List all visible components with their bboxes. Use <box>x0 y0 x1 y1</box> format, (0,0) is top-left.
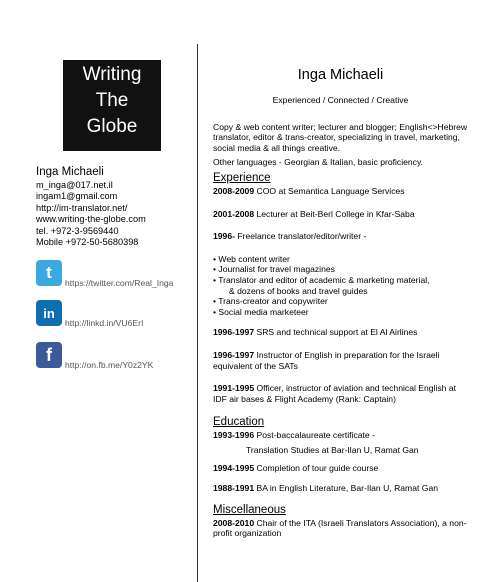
experience-item: 2001-2008 Lecturer at Beit-Berl College in Kfar-Saba <box>213 208 415 219</box>
contact-website-1[interactable]: http://im-translator.net/ <box>36 202 128 213</box>
logo-line-3: Globe <box>86 116 138 137</box>
tagline: Experienced / Connected / Creative <box>272 95 409 105</box>
logo-line-1: Writing <box>82 64 142 85</box>
summary-paragraph: Copy & web content writer; lecturer and blogger; English<>Hebrew translator, editor & trans-creator, specializing in travel, marketing, social media & all things creative. <box>213 121 468 153</box>
twitter-icon[interactable]: t <box>36 260 62 286</box>
social-linkedin[interactable] <box>36 300 143 326</box>
bullet-item: • Web content writer <box>213 253 290 264</box>
bullet-item: • Social media marketeer <box>213 306 309 317</box>
facebook-url[interactable]: http://on.fb.me/Y0z2YK <box>65 360 154 370</box>
contact-name: Inga Michaeli <box>36 166 104 178</box>
experience-item: 1996-1997 SRS and technical support at El Al Airlines <box>213 327 418 338</box>
linkedin-icon[interactable]: in <box>36 300 62 326</box>
contact-phone: tel. +972-3-9569440 <box>36 225 119 236</box>
resume-main <box>213 66 468 539</box>
contact-email-2[interactable]: ingam1@gmail.com <box>36 191 118 202</box>
experience-item: 1991-1995 Officer, instructor of aviation and technical English at IDF air bases & Flight Academy (Rank: Captain) <box>213 383 457 404</box>
facebook-icon[interactable]: f <box>36 342 62 368</box>
bullet-item: • Translator and editor of academic & marketing material, <box>213 274 430 285</box>
miscellaneous-heading: Miscellaneous <box>213 503 286 516</box>
experience-item: 1996-1997 Instructor of English in preparation for the Israeli equivalent of the SATs <box>213 349 440 371</box>
education-item: 1988-1991 BA in English Literature, Bar-Ilan U, Ramat Gan <box>213 483 439 494</box>
experience-heading: Experience <box>213 171 271 184</box>
column-divider <box>197 44 198 582</box>
education-item: 1993-1996 Post-baccalaureate certificate - <box>213 430 375 441</box>
bullet-item: • Trans-creator and copywriter <box>213 296 328 307</box>
contact-email-1[interactable]: m_inga@017.net.il <box>36 180 113 190</box>
experience-item: 2008-2009 COO at Semantica Language Services <box>213 185 405 196</box>
linkedin-url[interactable]: http://linkd.in/VU6ErI <box>65 318 144 328</box>
education-item-detail: Translation Studies at Bar-Ilan U, Ramat Gan <box>246 444 419 455</box>
freelance-bullets <box>213 254 468 318</box>
page-title: Inga Michaeli <box>297 67 384 83</box>
contact-block <box>36 165 196 248</box>
education-item: 1994-1995 Completion of tour guide course <box>213 463 379 474</box>
contact-mobile: Mobile +972-50-5680398 <box>36 237 139 248</box>
social-facebook[interactable] <box>36 342 153 368</box>
logo-line-2: The <box>95 90 129 111</box>
misc-item: 2008-2010 Chair of the ITA (Israeli Translators Association), a non-profit organization <box>213 517 467 539</box>
social-twitter[interactable] <box>36 260 173 286</box>
contact-website-2[interactable]: www.writing-the-globe.com <box>36 214 146 225</box>
twitter-url[interactable]: https://twitter.com/Real_Inga <box>65 278 174 288</box>
education-heading: Education <box>213 416 265 429</box>
experience-item: 1996- Freelance translator/editor/writer - <box>213 231 367 242</box>
bullet-item-continued: & dozens of books and travel guides <box>229 285 368 296</box>
writing-the-globe-logo <box>63 60 161 151</box>
languages-paragraph: Other languages - Georgian & Italian, basic proficiency. <box>213 157 424 168</box>
bullet-item: • Journalist for travel magazines <box>213 264 335 275</box>
